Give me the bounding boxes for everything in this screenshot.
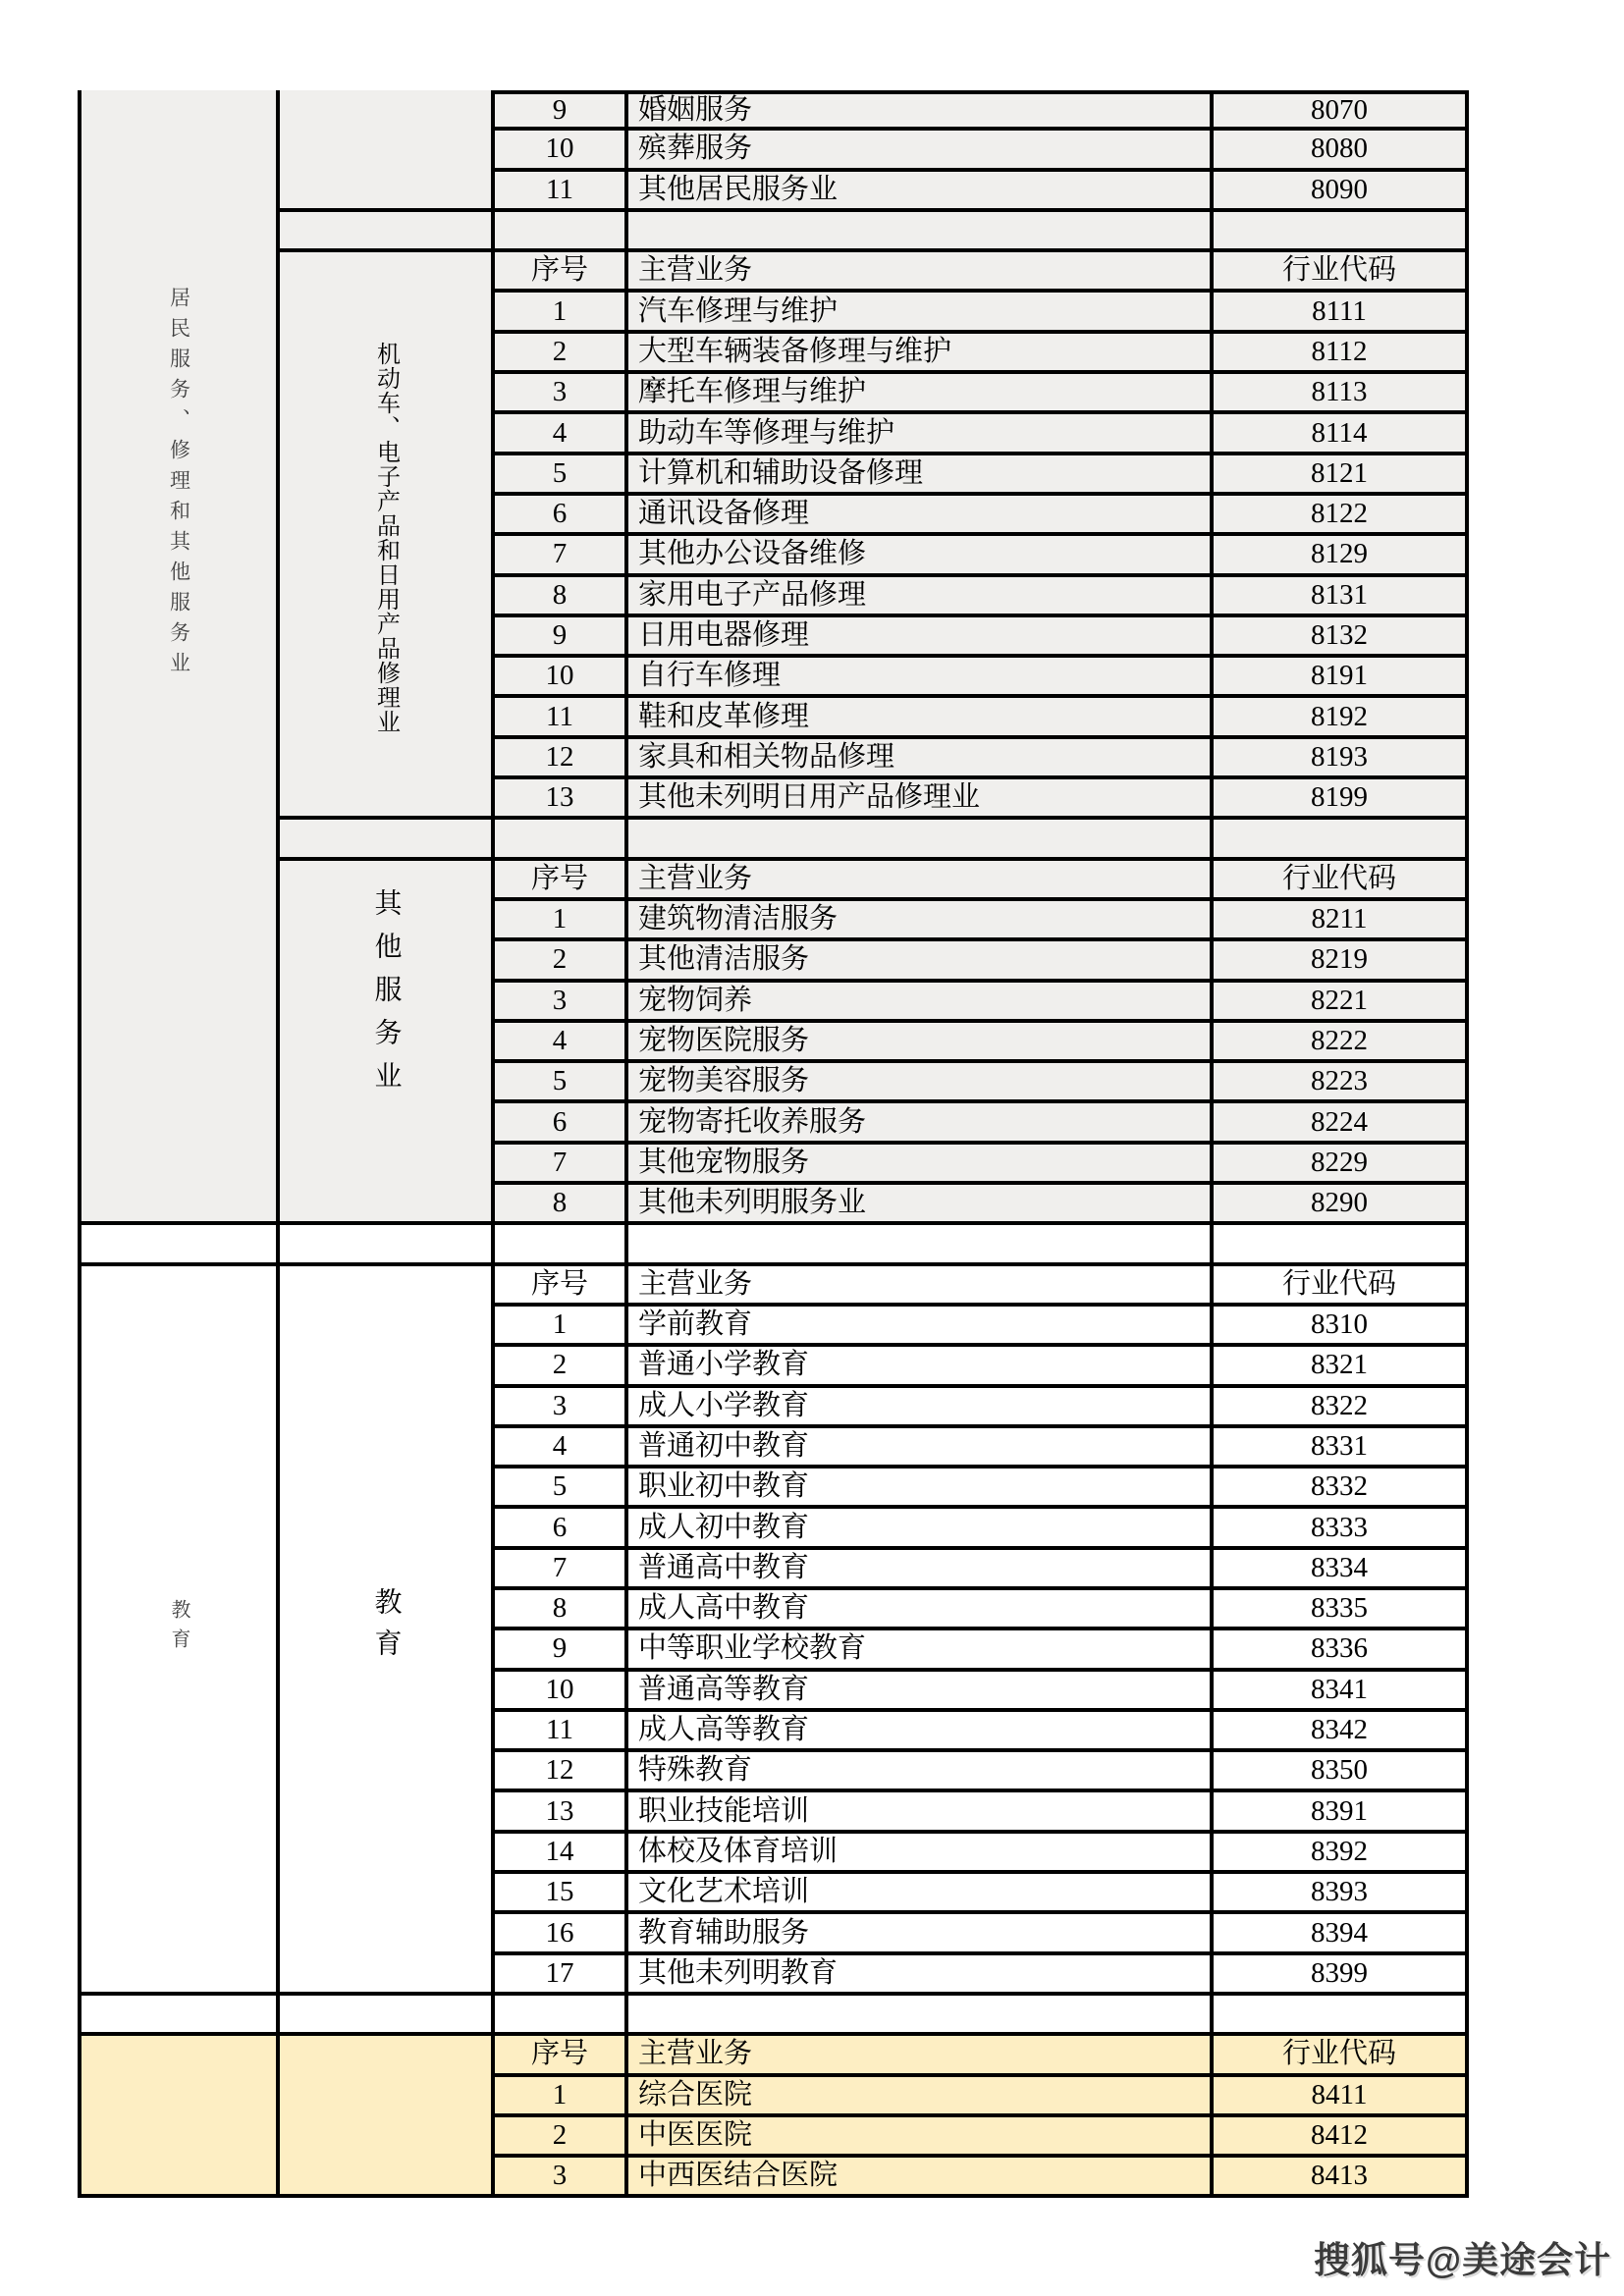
- row-index: 5: [491, 1468, 624, 1509]
- spacer-cell: [624, 1996, 1210, 2036]
- row-code: 8211: [1210, 901, 1469, 941]
- row-code: 8121: [1210, 455, 1469, 496]
- row-index: 4: [491, 414, 624, 454]
- row-index: 8: [491, 1185, 624, 1225]
- row-business: 其他清洁服务: [624, 941, 1210, 982]
- header-code: 行业代码: [1210, 2036, 1469, 2076]
- subcategory-cell-hospital: [276, 2036, 491, 2198]
- row-business: 中医医院: [624, 2117, 1210, 2158]
- row-business: 其他未列明服务业: [624, 1185, 1210, 1225]
- row-index: 17: [491, 1955, 624, 1996]
- row-code: 8222: [1210, 1023, 1469, 1063]
- row-index: 15: [491, 1874, 624, 1914]
- header-business: 主营业务: [624, 1266, 1210, 1307]
- row-index: 6: [491, 1103, 624, 1144]
- row-code: 8333: [1210, 1509, 1469, 1549]
- row-code: 8394: [1210, 1914, 1469, 1954]
- row-code: 8219: [1210, 941, 1469, 982]
- subcategory-label-other-services: 其他服务业: [370, 888, 402, 1105]
- row-index: 8: [491, 1590, 624, 1630]
- spacer-cell: [1210, 212, 1469, 252]
- row-business: 其他宠物服务: [624, 1145, 1210, 1185]
- row-index: 7: [491, 1145, 624, 1185]
- row-business: 家具和相关物品修理: [624, 739, 1210, 779]
- row-code: 8192: [1210, 698, 1469, 738]
- row-code: 8199: [1210, 779, 1469, 820]
- row-index: 2: [491, 1347, 624, 1387]
- row-business: 宠物医院服务: [624, 1023, 1210, 1063]
- row-business: 普通高中教育: [624, 1550, 1210, 1590]
- spacer-cell: [624, 1225, 1210, 1265]
- subcategory-cell-motor-repair: [276, 252, 491, 820]
- row-code: 8221: [1210, 983, 1469, 1023]
- row-index: 10: [491, 1672, 624, 1712]
- category-cell-education: [78, 1266, 276, 1996]
- row-code: 8412: [1210, 2117, 1469, 2158]
- row-index: 16: [491, 1914, 624, 1954]
- spacer-cell: [1210, 1225, 1469, 1265]
- header-code: 行业代码: [1210, 1266, 1469, 1307]
- row-business: 教育辅助服务: [624, 1914, 1210, 1954]
- row-index: 5: [491, 1063, 624, 1103]
- row-index: 3: [491, 2158, 624, 2198]
- row-code: 8090: [1210, 172, 1469, 212]
- header-index: 序号: [491, 861, 624, 901]
- row-index: 13: [491, 779, 624, 820]
- row-index: 14: [491, 1834, 624, 1874]
- row-code: 8290: [1210, 1185, 1469, 1225]
- spacer-cell: [276, 212, 491, 252]
- row-code: 8413: [1210, 2158, 1469, 2198]
- watermark-text: 搜狐号@美途会计: [1314, 2240, 1612, 2280]
- row-business: 普通高等教育: [624, 1672, 1210, 1712]
- row-code: 8129: [1210, 536, 1469, 576]
- row-index: 9: [491, 1630, 624, 1671]
- row-code: 8391: [1210, 1792, 1469, 1833]
- header-code: 行业代码: [1210, 252, 1469, 293]
- row-business: 家用电子产品修理: [624, 577, 1210, 617]
- row-business: 摩托车修理与维护: [624, 374, 1210, 414]
- row-code: 8321: [1210, 1347, 1469, 1387]
- row-index: 2: [491, 941, 624, 982]
- row-business: 普通小学教育: [624, 1347, 1210, 1387]
- row-business: 自行车修理: [624, 658, 1210, 698]
- row-index: 9: [491, 617, 624, 658]
- row-code: 8112: [1210, 334, 1469, 374]
- row-business: 其他未列明日用产品修理业: [624, 779, 1210, 820]
- spacer-cell: [1210, 820, 1469, 860]
- spacer-cell: [491, 820, 624, 860]
- row-index: 7: [491, 1550, 624, 1590]
- row-business: 特殊教育: [624, 1752, 1210, 1792]
- row-business: 其他未列明教育: [624, 1955, 1210, 1996]
- row-code: 8341: [1210, 1672, 1469, 1712]
- row-business: 日用电器修理: [624, 617, 1210, 658]
- header-business: 主营业务: [624, 2036, 1210, 2076]
- spacer-cell: [1210, 1996, 1469, 2036]
- row-index: 10: [491, 131, 624, 171]
- row-business: 殡葬服务: [624, 131, 1210, 171]
- row-business: 计算机和辅助设备修理: [624, 455, 1210, 496]
- row-business: 综合医院: [624, 2077, 1210, 2117]
- row-index: 6: [491, 1509, 624, 1549]
- subcategory-cell-education: [276, 1266, 491, 1996]
- subcategory-cell-other-services: [276, 861, 491, 1226]
- row-business: 成人高等教育: [624, 1712, 1210, 1752]
- row-business: 其他居民服务业: [624, 172, 1210, 212]
- row-index: 3: [491, 374, 624, 414]
- row-code: 8393: [1210, 1874, 1469, 1914]
- row-code: 8229: [1210, 1145, 1469, 1185]
- header-index: 序号: [491, 2036, 624, 2076]
- row-index: 3: [491, 983, 624, 1023]
- spacer-cell: [624, 820, 1210, 860]
- row-code: 8322: [1210, 1388, 1469, 1428]
- spacer-cell: [276, 820, 491, 860]
- row-code: 8070: [1210, 90, 1469, 131]
- row-business: 宠物美容服务: [624, 1063, 1210, 1103]
- row-index: 1: [491, 1307, 624, 1347]
- row-business: 成人初中教育: [624, 1509, 1210, 1549]
- row-index: 11: [491, 1712, 624, 1752]
- header-index: 序号: [491, 1266, 624, 1307]
- row-index: 2: [491, 334, 624, 374]
- row-code: 8191: [1210, 658, 1469, 698]
- row-index: 12: [491, 1752, 624, 1792]
- category-cell-resident-services: [78, 90, 276, 1225]
- row-business: 大型车辆装备修理与维护: [624, 334, 1210, 374]
- row-business: 中西医结合医院: [624, 2158, 1210, 2198]
- row-index: 1: [491, 293, 624, 333]
- header-index: 序号: [491, 252, 624, 293]
- row-business: 中等职业学校教育: [624, 1630, 1210, 1671]
- row-code: 8335: [1210, 1590, 1469, 1630]
- row-code: 8331: [1210, 1428, 1469, 1468]
- row-code: 8392: [1210, 1834, 1469, 1874]
- row-index: 4: [491, 1428, 624, 1468]
- row-index: 1: [491, 2077, 624, 2117]
- category-label-education: 教育: [168, 1599, 189, 1659]
- row-index: 4: [491, 1023, 624, 1063]
- row-code: 8310: [1210, 1307, 1469, 1347]
- row-business: 体校及体育培训: [624, 1834, 1210, 1874]
- row-code: 8114: [1210, 414, 1469, 454]
- category-cell-hospital: [78, 2036, 276, 2198]
- row-business: 职业技能培训: [624, 1792, 1210, 1833]
- row-business: 汽车修理与维护: [624, 293, 1210, 333]
- spacer-cell: [491, 212, 624, 252]
- row-code: 8399: [1210, 1955, 1469, 1996]
- row-index: 12: [491, 739, 624, 779]
- row-index: 8: [491, 577, 624, 617]
- spacer-cell: [276, 1996, 491, 2036]
- row-business: 婚姻服务: [624, 90, 1210, 131]
- row-index: 3: [491, 1388, 624, 1428]
- row-code: 8336: [1210, 1630, 1469, 1671]
- row-code: 8113: [1210, 374, 1469, 414]
- category-label-resident-services: 居民服务、修理和其他服务业: [167, 287, 191, 682]
- spacer-cell: [491, 1225, 624, 1265]
- industry-code-table: [78, 90, 1469, 2198]
- header-business: 主营业务: [624, 252, 1210, 293]
- row-code: 8411: [1210, 2077, 1469, 2117]
- row-index: 6: [491, 496, 624, 536]
- row-business: 鞋和皮革修理: [624, 698, 1210, 738]
- subcategory-cell-empty: [276, 90, 491, 212]
- row-index: 10: [491, 658, 624, 698]
- row-code: 8332: [1210, 1468, 1469, 1509]
- row-code: 8122: [1210, 496, 1469, 536]
- row-business: 文化艺术培训: [624, 1874, 1210, 1914]
- header-business: 主营业务: [624, 861, 1210, 901]
- spacer-cell: [78, 1996, 276, 2036]
- row-code: 8131: [1210, 577, 1469, 617]
- subcategory-label-motor-repair: 机动车、电子产品和日用产品修理业: [372, 341, 399, 734]
- row-index: 7: [491, 536, 624, 576]
- row-code: 8224: [1210, 1103, 1469, 1144]
- row-business: 通讯设备修理: [624, 496, 1210, 536]
- row-business: 宠物寄托收养服务: [624, 1103, 1210, 1144]
- row-index: 9: [491, 90, 624, 131]
- row-code: 8223: [1210, 1063, 1469, 1103]
- row-business: 其他办公设备维修: [624, 536, 1210, 576]
- spacer-cell: [78, 1225, 276, 1265]
- row-index: 5: [491, 455, 624, 496]
- row-code: 8334: [1210, 1550, 1469, 1590]
- spacer-cell: [624, 212, 1210, 252]
- row-index: 13: [491, 1792, 624, 1833]
- row-index: 2: [491, 2117, 624, 2158]
- row-code: 8080: [1210, 131, 1469, 171]
- header-code: 行业代码: [1210, 861, 1469, 901]
- row-business: 成人高中教育: [624, 1590, 1210, 1630]
- spacer-cell: [491, 1996, 624, 2036]
- row-code: 8342: [1210, 1712, 1469, 1752]
- row-business: 职业初中教育: [624, 1468, 1210, 1509]
- row-business: 普通初中教育: [624, 1428, 1210, 1468]
- row-code: 8111: [1210, 293, 1469, 333]
- row-business: 宠物饲养: [624, 983, 1210, 1023]
- row-index: 11: [491, 172, 624, 212]
- subcategory-label-education: 教育: [370, 1587, 402, 1671]
- row-index: 1: [491, 901, 624, 941]
- row-business: 建筑物清洁服务: [624, 901, 1210, 941]
- spacer-cell: [276, 1225, 491, 1265]
- row-business: 学前教育: [624, 1307, 1210, 1347]
- row-business: 助动车等修理与维护: [624, 414, 1210, 454]
- row-code: 8132: [1210, 617, 1469, 658]
- row-index: 11: [491, 698, 624, 738]
- row-code: 8350: [1210, 1752, 1469, 1792]
- row-business: 成人小学教育: [624, 1388, 1210, 1428]
- row-code: 8193: [1210, 739, 1469, 779]
